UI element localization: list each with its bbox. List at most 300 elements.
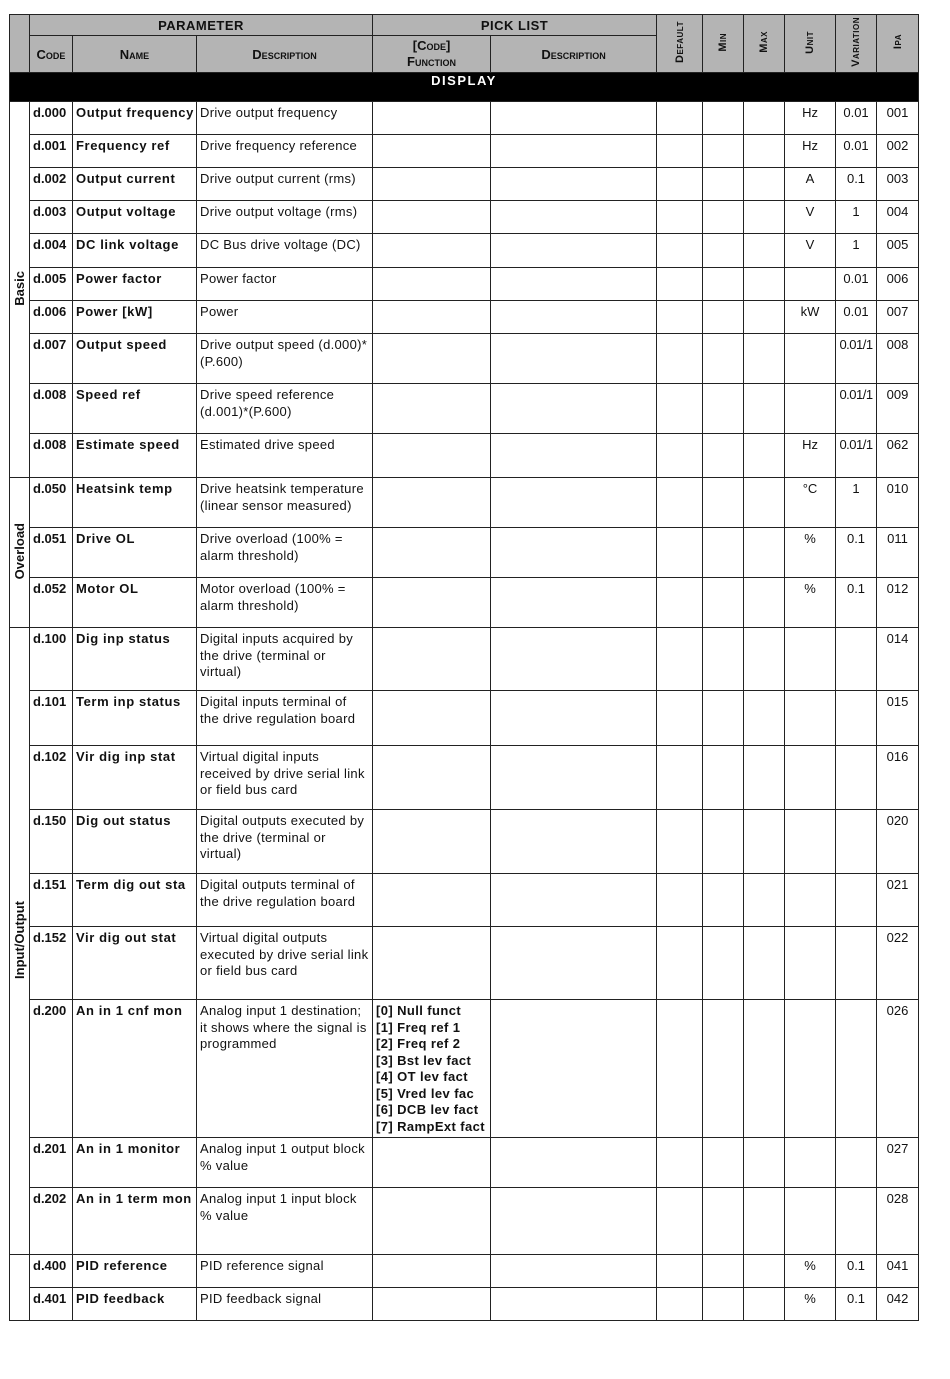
default-value (657, 810, 703, 874)
max-value (744, 384, 785, 434)
table-row (10, 528, 919, 578)
group-label (10, 478, 30, 628)
pick-list-description (491, 102, 657, 135)
max-value (744, 102, 785, 135)
header-variation-label: Variation (850, 17, 863, 67)
header-min-label: Min (717, 32, 730, 52)
table-row (10, 1000, 919, 1138)
default-value (657, 334, 703, 384)
param-description: DC Bus drive voltage (DC) (197, 234, 373, 268)
max-value (744, 478, 785, 528)
param-code: d.008 (30, 434, 73, 478)
param-name: Term dig out sta (73, 874, 197, 927)
variation-value: 0.1 (836, 578, 877, 628)
max-value (744, 1000, 785, 1138)
unit-value (785, 384, 836, 434)
pick-list-description (491, 168, 657, 201)
default-value (657, 478, 703, 528)
pick-list-description (491, 1138, 657, 1188)
ipa-value: 007 (877, 301, 919, 334)
param-name: An in 1 monitor (73, 1138, 197, 1188)
ipa-value: 020 (877, 810, 919, 874)
section-title: DISPLAY (10, 73, 919, 102)
group-label (10, 628, 30, 1255)
unit-value (785, 746, 836, 810)
table-row (10, 478, 919, 528)
min-value (703, 628, 744, 691)
variation-value (836, 691, 877, 746)
min-value (703, 1188, 744, 1255)
param-code: d.400 (30, 1255, 73, 1288)
unit-value: °C (785, 478, 836, 528)
param-description: Power (197, 301, 373, 334)
param-name: Term inp status (73, 691, 197, 746)
param-code: d.006 (30, 301, 73, 334)
default-value (657, 168, 703, 201)
param-description: Drive speed reference (d.001)*(P.600) (197, 384, 373, 434)
table-row (10, 628, 919, 691)
unit-value (785, 1188, 836, 1255)
variation-value: 0.1 (836, 528, 877, 578)
variation-value (836, 1188, 877, 1255)
param-name: Frequency ref (73, 135, 197, 168)
min-value (703, 810, 744, 874)
ipa-value: 001 (877, 102, 919, 135)
pick-list-description (491, 478, 657, 528)
param-name: PID feedback (73, 1288, 197, 1321)
default-value (657, 578, 703, 628)
min-value (703, 135, 744, 168)
pick-list-function (373, 434, 491, 478)
table-row (10, 578, 919, 628)
header-name: Name (73, 36, 197, 73)
variation-value (836, 810, 877, 874)
max-value (744, 874, 785, 927)
header-unit-label: Unit (804, 30, 817, 54)
pick-list-function (373, 384, 491, 434)
pick-list-function (373, 528, 491, 578)
pick-list-description (491, 927, 657, 1000)
header-code: Code (30, 36, 73, 73)
group-label-text: Overload (12, 522, 27, 580)
pick-list-function (373, 927, 491, 1000)
variation-value: 0.01 (836, 268, 877, 301)
default-value (657, 434, 703, 478)
header-default-label: Default (673, 21, 686, 63)
variation-value: 0.01/1 (836, 384, 877, 434)
pick-list-function (373, 578, 491, 628)
min-value (703, 234, 744, 268)
param-name: An in 1 cnf mon (73, 1000, 197, 1138)
unit-value: % (785, 1255, 836, 1288)
default-value (657, 1255, 703, 1288)
unit-value: A (785, 168, 836, 201)
pick-list-description (491, 578, 657, 628)
header-variation (836, 15, 877, 73)
ipa-value: 028 (877, 1188, 919, 1255)
table-row (10, 334, 919, 384)
table-row (10, 810, 919, 874)
param-code: d.051 (30, 528, 73, 578)
table-row (10, 746, 919, 810)
max-value (744, 268, 785, 301)
min-value (703, 691, 744, 746)
max-value (744, 1288, 785, 1321)
param-description: Motor overload (100% = alarm threshold) (197, 578, 373, 628)
header-parameter: PARAMETER (30, 15, 373, 36)
min-value (703, 201, 744, 234)
param-code: d.102 (30, 746, 73, 810)
param-description: Digital outputs terminal of the drive regulation board (197, 874, 373, 927)
unit-value (785, 628, 836, 691)
ipa-value: 011 (877, 528, 919, 578)
param-code: d.052 (30, 578, 73, 628)
param-code: d.151 (30, 874, 73, 927)
ipa-value: 005 (877, 234, 919, 268)
param-description: Estimated drive speed (197, 434, 373, 478)
param-name: An in 1 term mon (73, 1188, 197, 1255)
header-ipa (877, 15, 919, 73)
param-code: d.005 (30, 268, 73, 301)
table-row (10, 201, 919, 234)
group-label-text: Basic (12, 270, 27, 306)
max-value (744, 628, 785, 691)
ipa-value: 027 (877, 1138, 919, 1188)
pick-list-function (373, 746, 491, 810)
variation-value: 0.1 (836, 1255, 877, 1288)
header-pick-code-function: [Code] Function (373, 36, 491, 73)
min-value (703, 334, 744, 384)
header-pick-list: PICK LIST (373, 15, 657, 36)
ipa-value: 022 (877, 927, 919, 1000)
pick-list-description (491, 628, 657, 691)
ipa-value: 015 (877, 691, 919, 746)
unit-value: % (785, 528, 836, 578)
ipa-value: 010 (877, 478, 919, 528)
min-value (703, 1138, 744, 1188)
param-description: Drive overload (100% = alarm threshold) (197, 528, 373, 578)
pick-list-function (373, 874, 491, 927)
max-value (744, 334, 785, 384)
param-code: d.150 (30, 810, 73, 874)
max-value (744, 1138, 785, 1188)
pick-list-description (491, 1288, 657, 1321)
unit-value (785, 691, 836, 746)
default-value (657, 201, 703, 234)
table-row (10, 102, 919, 135)
max-value (744, 301, 785, 334)
variation-value: 0.01 (836, 301, 877, 334)
param-name: Output speed (73, 334, 197, 384)
pick-list-description (491, 434, 657, 478)
pick-list-description (491, 528, 657, 578)
unit-value: V (785, 234, 836, 268)
table-row (10, 135, 919, 168)
header-ipa-label: Ipa (891, 34, 904, 50)
unit-value (785, 1000, 836, 1138)
max-value (744, 135, 785, 168)
param-name: Output voltage (73, 201, 197, 234)
min-value (703, 874, 744, 927)
param-name: Output frequency (73, 102, 197, 135)
param-name: Vir dig out stat (73, 927, 197, 1000)
default-value (657, 268, 703, 301)
param-name: Motor OL (73, 578, 197, 628)
ipa-value: 021 (877, 874, 919, 927)
variation-value: 0.01 (836, 102, 877, 135)
max-value (744, 810, 785, 874)
pick-list-description (491, 135, 657, 168)
min-value (703, 478, 744, 528)
ipa-value: 014 (877, 628, 919, 691)
param-description: Drive output speed (d.000)*(P.600) (197, 334, 373, 384)
param-code: d.200 (30, 1000, 73, 1138)
variation-value: 0.01/1 (836, 434, 877, 478)
group-label-text: Input/Output (12, 900, 27, 979)
min-value (703, 746, 744, 810)
param-description: Power factor (197, 268, 373, 301)
pick-list-function (373, 135, 491, 168)
min-value (703, 301, 744, 334)
table-row (10, 234, 919, 268)
unit-value (785, 927, 836, 1000)
pick-list-function (373, 1255, 491, 1288)
default-value (657, 301, 703, 334)
param-description: Virtual digital outputs executed by drive serial link or field bus card (197, 927, 373, 1000)
variation-value: 0.1 (836, 1288, 877, 1321)
table-row (10, 927, 919, 1000)
param-name: DC link voltage (73, 234, 197, 268)
min-value (703, 927, 744, 1000)
pick-list-description (491, 1000, 657, 1138)
param-code: d.101 (30, 691, 73, 746)
param-name: PID reference (73, 1255, 197, 1288)
pick-list-description (491, 234, 657, 268)
header-default (657, 15, 703, 73)
param-name: Power factor (73, 268, 197, 301)
param-code: d.008 (30, 384, 73, 434)
default-value (657, 384, 703, 434)
default-value (657, 927, 703, 1000)
min-value (703, 578, 744, 628)
param-code: d.003 (30, 201, 73, 234)
unit-value (785, 334, 836, 384)
param-description: Drive output current (rms) (197, 168, 373, 201)
pick-list-function (373, 201, 491, 234)
unit-value: Hz (785, 434, 836, 478)
variation-value: 1 (836, 234, 877, 268)
param-description: Virtual digital inputs received by drive serial link or field bus card (197, 746, 373, 810)
ipa-value: 004 (877, 201, 919, 234)
ipa-value: 003 (877, 168, 919, 201)
max-value (744, 201, 785, 234)
default-value (657, 746, 703, 810)
unit-value: % (785, 578, 836, 628)
ipa-value: 012 (877, 578, 919, 628)
max-value (744, 528, 785, 578)
unit-value: Hz (785, 102, 836, 135)
max-value (744, 234, 785, 268)
pick-list-function (373, 478, 491, 528)
param-description: PID feedback signal (197, 1288, 373, 1321)
variation-value: 0.01 (836, 135, 877, 168)
param-code: d.000 (30, 102, 73, 135)
table-row (10, 1138, 919, 1188)
pick-list-description (491, 1188, 657, 1255)
pick-list-description (491, 334, 657, 384)
ipa-value: 042 (877, 1288, 919, 1321)
default-value (657, 1138, 703, 1188)
param-description: Digital inputs terminal of the drive regulation board (197, 691, 373, 746)
min-value (703, 1288, 744, 1321)
param-description: PID reference signal (197, 1255, 373, 1288)
default-value (657, 691, 703, 746)
ipa-value: 008 (877, 334, 919, 384)
pick-list-function: [0] Null funct [1] Freq ref 1 [2] Freq ref 2 [3] Bst lev fact [4] OT lev fact [5] Vred lev fac [6] DCB lev fact [7] RampExt fact (373, 1000, 491, 1138)
pick-list-function (373, 1138, 491, 1188)
pick-list-function (373, 691, 491, 746)
param-code: d.007 (30, 334, 73, 384)
pick-list-description (491, 1255, 657, 1288)
max-value (744, 434, 785, 478)
default-value (657, 628, 703, 691)
max-value (744, 1188, 785, 1255)
param-description: Analog input 1 input block % value (197, 1188, 373, 1255)
default-value (657, 234, 703, 268)
param-code: d.100 (30, 628, 73, 691)
param-name: Dig inp status (73, 628, 197, 691)
min-value (703, 1255, 744, 1288)
unit-value: Hz (785, 135, 836, 168)
param-name: Drive OL (73, 528, 197, 578)
header-max-label: Max (758, 31, 771, 53)
header-max (744, 15, 785, 73)
min-value (703, 384, 744, 434)
unit-value: V (785, 201, 836, 234)
param-name: Estimate speed (73, 434, 197, 478)
variation-value (836, 628, 877, 691)
default-value (657, 102, 703, 135)
ipa-value: 002 (877, 135, 919, 168)
param-description: Analog input 1 output block % value (197, 1138, 373, 1188)
unit-value: kW (785, 301, 836, 334)
param-code: d.152 (30, 927, 73, 1000)
unit-value (785, 810, 836, 874)
table-row (10, 168, 919, 201)
param-code: d.004 (30, 234, 73, 268)
table-row (10, 268, 919, 301)
table-body (10, 102, 919, 1321)
ipa-value: 009 (877, 384, 919, 434)
default-value (657, 135, 703, 168)
param-name: Output current (73, 168, 197, 201)
param-name: Heatsink temp (73, 478, 197, 528)
param-description: Drive output voltage (rms) (197, 201, 373, 234)
default-value (657, 1288, 703, 1321)
variation-value (836, 1138, 877, 1188)
pick-list-description (491, 384, 657, 434)
param-code: d.201 (30, 1138, 73, 1188)
param-code: d.002 (30, 168, 73, 201)
pick-list-function (373, 810, 491, 874)
variation-value: 0.01/1 (836, 334, 877, 384)
pick-list-function (373, 1188, 491, 1255)
variation-value: 1 (836, 478, 877, 528)
max-value (744, 578, 785, 628)
default-value (657, 1000, 703, 1138)
max-value (744, 168, 785, 201)
max-value (744, 691, 785, 746)
max-value (744, 746, 785, 810)
default-value (657, 528, 703, 578)
param-name: Power [kW] (73, 301, 197, 334)
pick-list-description (491, 874, 657, 927)
header-pick-description: Description (491, 36, 657, 73)
table-row (10, 1188, 919, 1255)
table-row (10, 301, 919, 334)
pick-list-description (491, 691, 657, 746)
header-blank (10, 15, 30, 73)
param-code: d.401 (30, 1288, 73, 1321)
pick-list-function (373, 334, 491, 384)
header-unit (785, 15, 836, 73)
param-description: Digital inputs acquired by the drive (terminal or virtual) (197, 628, 373, 691)
pick-list-function (373, 301, 491, 334)
unit-value (785, 268, 836, 301)
pick-list-description (491, 201, 657, 234)
param-description: Drive output frequency (197, 102, 373, 135)
max-value (744, 1255, 785, 1288)
unit-value (785, 1138, 836, 1188)
min-value (703, 1000, 744, 1138)
pick-list-function (373, 102, 491, 135)
ipa-value: 062 (877, 434, 919, 478)
pick-list-description (491, 268, 657, 301)
param-description: Analog input 1 destination; it shows where the signal is programmed (197, 1000, 373, 1138)
param-code: d.202 (30, 1188, 73, 1255)
min-value (703, 168, 744, 201)
group-label (10, 102, 30, 478)
table-row (10, 384, 919, 434)
pick-list-function (373, 628, 491, 691)
group-label (10, 1255, 30, 1321)
header-min (703, 15, 744, 73)
pick-list-function (373, 1288, 491, 1321)
variation-value (836, 927, 877, 1000)
unit-value (785, 874, 836, 927)
table-row (10, 691, 919, 746)
min-value (703, 268, 744, 301)
pick-list-description (491, 301, 657, 334)
default-value (657, 1188, 703, 1255)
table-row (10, 434, 919, 478)
unit-value: % (785, 1288, 836, 1321)
min-value (703, 434, 744, 478)
table-row (10, 1255, 919, 1288)
pick-list-function (373, 168, 491, 201)
variation-value: 1 (836, 201, 877, 234)
variation-value (836, 1000, 877, 1138)
ipa-value: 026 (877, 1000, 919, 1138)
table-row (10, 874, 919, 927)
variation-value (836, 746, 877, 810)
param-code: d.050 (30, 478, 73, 528)
default-value (657, 874, 703, 927)
min-value (703, 528, 744, 578)
param-name: Dig out status (73, 810, 197, 874)
table-row (10, 1288, 919, 1321)
ipa-value: 006 (877, 268, 919, 301)
